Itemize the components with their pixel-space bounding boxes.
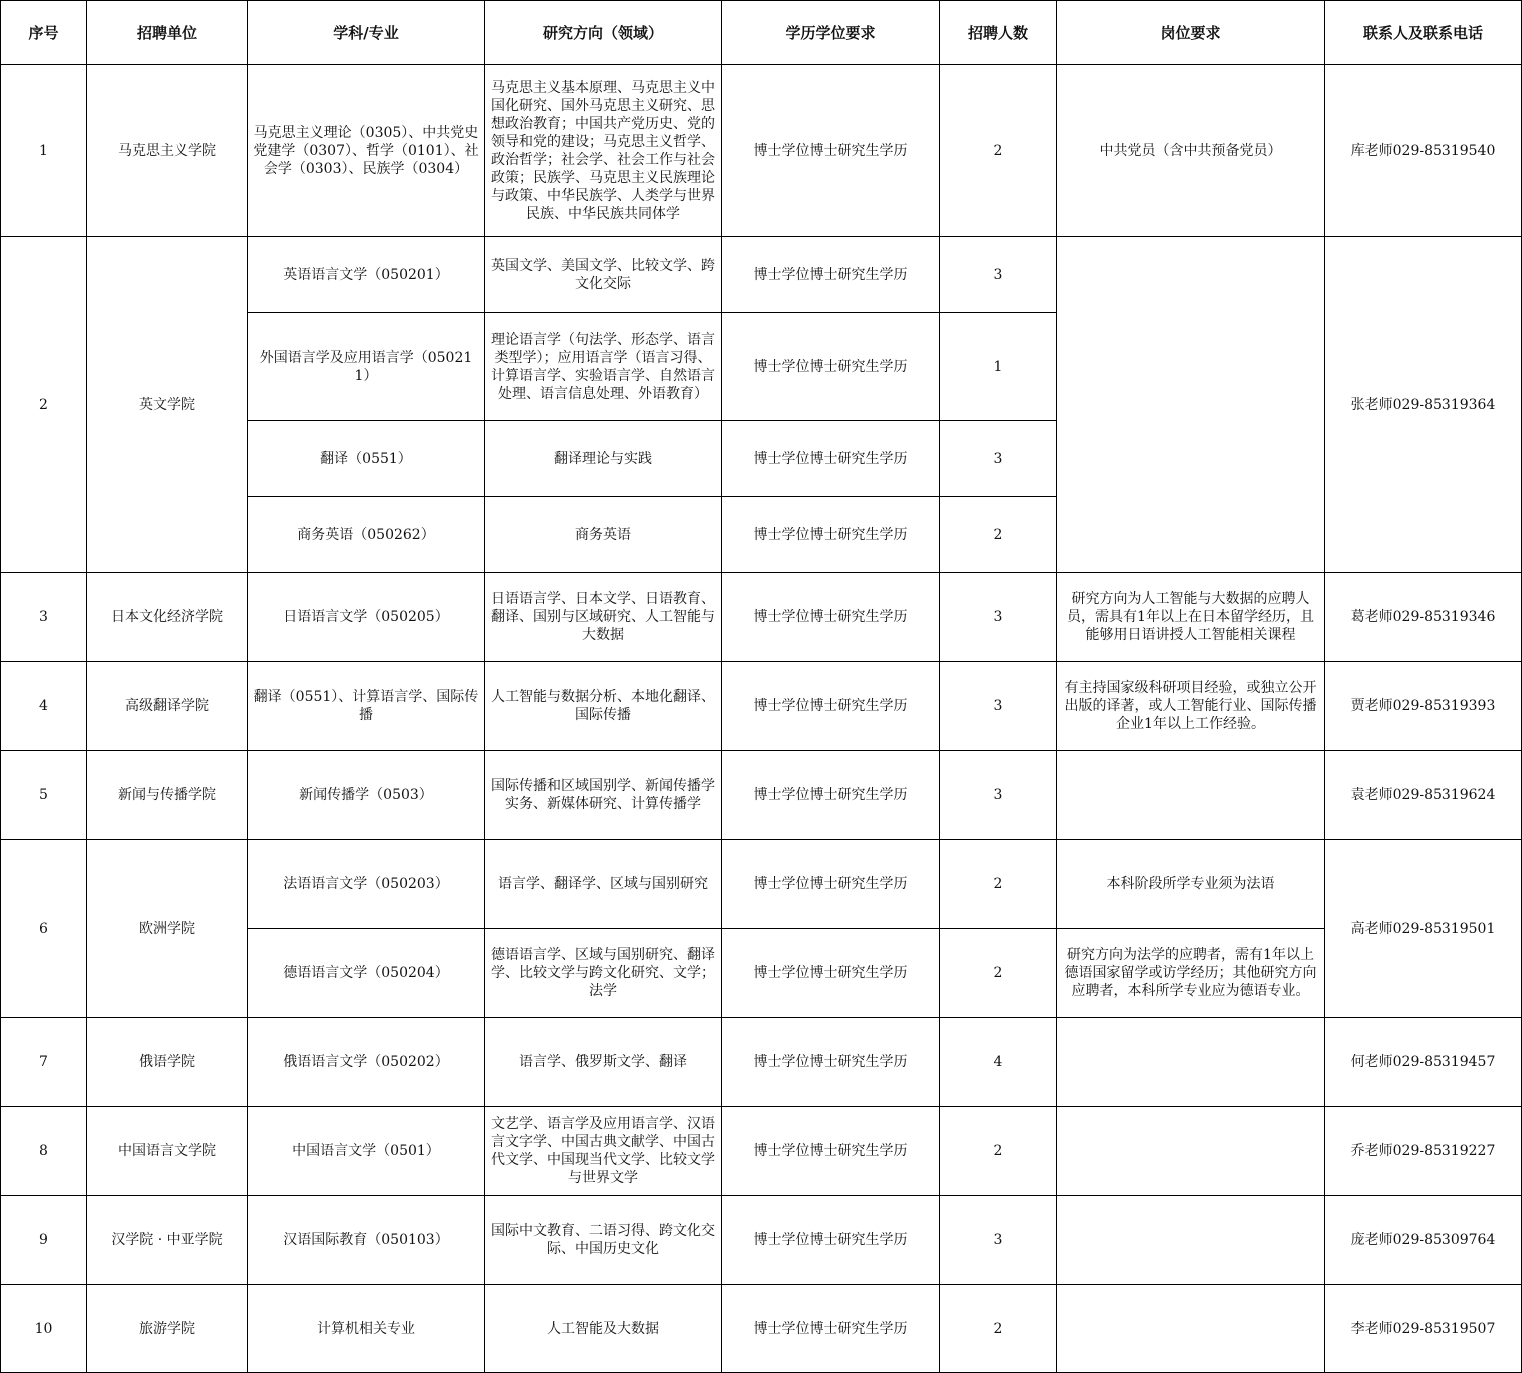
cell-requirement xyxy=(1057,237,1325,573)
cell-count: 2 xyxy=(940,1285,1057,1373)
cell-no: 3 xyxy=(1,573,87,662)
cell-degree: 博士学位博士研究生学历 xyxy=(722,1107,940,1196)
header-row xyxy=(1,1,1522,65)
cell-count: 2 xyxy=(940,840,1057,929)
cell-degree: 博士学位博士研究生学历 xyxy=(722,840,940,929)
cell-subject: 新闻传播学（0503） xyxy=(248,751,485,840)
cell-degree: 博士学位博士研究生学历 xyxy=(722,751,940,840)
cell-requirement: 中共党员（含中共预备党员） xyxy=(1057,65,1325,237)
table-row xyxy=(1,1196,1522,1285)
cell-unit: 俄语学院 xyxy=(87,1018,248,1107)
cell-degree: 博士学位博士研究生学历 xyxy=(722,1018,940,1107)
cell-subject: 汉语国际教育（050103） xyxy=(248,1196,485,1285)
cell-direction: 人工智能与数据分析、本地化翻译、国际传播 xyxy=(485,662,722,751)
table-row xyxy=(1,237,1522,313)
cell-contact: 葛老师029-85319346 xyxy=(1325,573,1522,662)
cell-no: 4 xyxy=(1,662,87,751)
cell-contact: 袁老师029-85319624 xyxy=(1325,751,1522,840)
cell-no: 9 xyxy=(1,1196,87,1285)
cell-direction: 国际传播和区域国别学、新闻传播学实务、新媒体研究、计算传播学 xyxy=(485,751,722,840)
cell-unit: 旅游学院 xyxy=(87,1285,248,1373)
cell-degree: 博士学位博士研究生学历 xyxy=(722,313,940,421)
cell-direction: 语言学、翻译学、区域与国别研究 xyxy=(485,840,722,929)
cell-contact: 庞老师029-85309764 xyxy=(1325,1196,1522,1285)
cell-no: 1 xyxy=(1,65,87,237)
cell-no: 7 xyxy=(1,1018,87,1107)
cell-requirement xyxy=(1057,1285,1325,1373)
cell-subject: 德语语言文学（050204） xyxy=(248,929,485,1018)
cell-requirement: 研究方向为人工智能与大数据的应聘人员，需具有1年以上在日本留学经历，且能够用日语讲授人工智能相关课程 xyxy=(1057,573,1325,662)
cell-degree: 博士学位博士研究生学历 xyxy=(722,1285,940,1373)
cell-direction: 翻译理论与实践 xyxy=(485,421,722,497)
table-row xyxy=(1,1285,1522,1373)
cell-degree: 博士学位博士研究生学历 xyxy=(722,497,940,573)
cell-subject: 俄语语言文学（050202） xyxy=(248,1018,485,1107)
cell-contact: 库老师029-85319540 xyxy=(1325,65,1522,237)
table-row xyxy=(1,1018,1522,1107)
cell-unit: 马克思主义学院 xyxy=(87,65,248,237)
header-requirement: 岗位要求 xyxy=(1057,1,1325,65)
header-contact: 联系人及联系电话 xyxy=(1325,1,1522,65)
cell-subject: 日语语言文学（050205） xyxy=(248,573,485,662)
cell-requirement xyxy=(1057,1107,1325,1196)
cell-count: 3 xyxy=(940,421,1057,497)
table-row xyxy=(1,1107,1522,1196)
cell-direction: 马克思主义基本原理、马克思主义中国化研究、国外马克思主义研究、思想政治教育；中国共产党历史、党的领导和党的建设；马克思主义哲学、政治哲学；社会学、社会工作与社会政策；民族学、马克思主义民族理论与政策、中华民族学、人类学与世界民族、中华民族共同体学 xyxy=(485,65,722,237)
cell-requirement xyxy=(1057,1196,1325,1285)
cell-no: 8 xyxy=(1,1107,87,1196)
cell-direction: 英国文学、美国文学、比较文学、跨文化交际 xyxy=(485,237,722,313)
cell-unit: 新闻与传播学院 xyxy=(87,751,248,840)
cell-requirement xyxy=(1057,1018,1325,1107)
cell-count: 2 xyxy=(940,497,1057,573)
cell-direction: 商务英语 xyxy=(485,497,722,573)
cell-count: 3 xyxy=(940,751,1057,840)
cell-count: 4 xyxy=(940,1018,1057,1107)
cell-requirement: 有主持国家级科研项目经验，或独立公开出版的译著，或人工智能行业、国际传播企业1年以上工作经验。 xyxy=(1057,662,1325,751)
cell-no: 6 xyxy=(1,840,87,1018)
cell-requirement xyxy=(1057,751,1325,840)
cell-contact: 张老师029-85319364 xyxy=(1325,237,1522,573)
cell-degree: 博士学位博士研究生学历 xyxy=(722,1196,940,1285)
cell-direction: 人工智能及大数据 xyxy=(485,1285,722,1373)
cell-unit: 欧洲学院 xyxy=(87,840,248,1018)
cell-no: 5 xyxy=(1,751,87,840)
header-direction: 研究方向（领域） xyxy=(485,1,722,65)
cell-contact: 何老师029-85319457 xyxy=(1325,1018,1522,1107)
cell-subject: 翻译（0551）、计算语言学、国际传播 xyxy=(248,662,485,751)
cell-count: 3 xyxy=(940,237,1057,313)
cell-subject: 计算机相关专业 xyxy=(248,1285,485,1373)
table-row xyxy=(1,65,1522,237)
cell-requirement: 本科阶段所学专业须为法语 xyxy=(1057,840,1325,929)
cell-direction: 德语语言学、区域与国别研究、翻译学、比较文学与跨文化研究、文学；法学 xyxy=(485,929,722,1018)
cell-unit: 英文学院 xyxy=(87,237,248,573)
cell-degree: 博士学位博士研究生学历 xyxy=(722,929,940,1018)
table-row xyxy=(1,662,1522,751)
cell-contact: 贾老师029-85319393 xyxy=(1325,662,1522,751)
header-no: 序号 xyxy=(1,1,87,65)
cell-count: 1 xyxy=(940,313,1057,421)
cell-direction: 文艺学、语言学及应用语言学、汉语言文字学、中国古典文献学、中国古代文学、中国现当代文学、比较文学与世界文学 xyxy=(485,1107,722,1196)
cell-degree: 博士学位博士研究生学历 xyxy=(722,237,940,313)
cell-degree: 博士学位博士研究生学历 xyxy=(722,573,940,662)
cell-subject: 外国语言学及应用语言学（050211） xyxy=(248,313,485,421)
cell-subject: 商务英语（050262） xyxy=(248,497,485,573)
cell-unit: 中国语言文学院 xyxy=(87,1107,248,1196)
cell-direction: 语言学、俄罗斯文学、翻译 xyxy=(485,1018,722,1107)
cell-degree: 博士学位博士研究生学历 xyxy=(722,662,940,751)
cell-contact: 乔老师029-85319227 xyxy=(1325,1107,1522,1196)
cell-count: 3 xyxy=(940,573,1057,662)
cell-degree: 博士学位博士研究生学历 xyxy=(722,421,940,497)
cell-count: 2 xyxy=(940,1107,1057,1196)
cell-requirement: 研究方向为法学的应聘者，需有1年以上德语国家留学或访学经历；其他研究方向应聘者，本科所学专业应为德语专业。 xyxy=(1057,929,1325,1018)
cell-subject: 翻译（0551） xyxy=(248,421,485,497)
cell-subject: 中国语言文学（0501） xyxy=(248,1107,485,1196)
cell-count: 2 xyxy=(940,929,1057,1018)
header-degree: 学历学位要求 xyxy=(722,1,940,65)
cell-subject: 法语语言文学（050203） xyxy=(248,840,485,929)
cell-direction: 理论语言学（句法学、形态学、语言类型学）；应用语言学（语言习得、计算语言学、实验语言学、自然语言处理、语言信息处理、外语教育） xyxy=(485,313,722,421)
cell-no: 2 xyxy=(1,237,87,573)
cell-subject: 马克思主义理论（0305）、中共党史党建学（0307）、哲学（0101）、社会学（0303）、民族学（0304） xyxy=(248,65,485,237)
cell-count: 3 xyxy=(940,662,1057,751)
cell-no: 10 xyxy=(1,1285,87,1373)
table-row xyxy=(1,840,1522,929)
table-row xyxy=(1,751,1522,840)
cell-degree: 博士学位博士研究生学历 xyxy=(722,65,940,237)
cell-unit: 日本文化经济学院 xyxy=(87,573,248,662)
header-unit: 招聘单位 xyxy=(87,1,248,65)
cell-contact: 高老师029-85319501 xyxy=(1325,840,1522,1018)
cell-unit: 汉学院 · 中亚学院 xyxy=(87,1196,248,1285)
table-row xyxy=(1,573,1522,662)
header-count: 招聘人数 xyxy=(940,1,1057,65)
cell-count: 3 xyxy=(940,1196,1057,1285)
cell-unit: 高级翻译学院 xyxy=(87,662,248,751)
cell-contact: 李老师029-85319507 xyxy=(1325,1285,1522,1373)
header-subject: 学科/专业 xyxy=(248,1,485,65)
cell-direction: 国际中文教育、二语习得、跨文化交际、中国历史文化 xyxy=(485,1196,722,1285)
cell-direction: 日语语言学、日本文学、日语教育、翻译、国别与区域研究、人工智能与大数据 xyxy=(485,573,722,662)
cell-count: 2 xyxy=(940,65,1057,237)
cell-subject: 英语语言文学（050201） xyxy=(248,237,485,313)
